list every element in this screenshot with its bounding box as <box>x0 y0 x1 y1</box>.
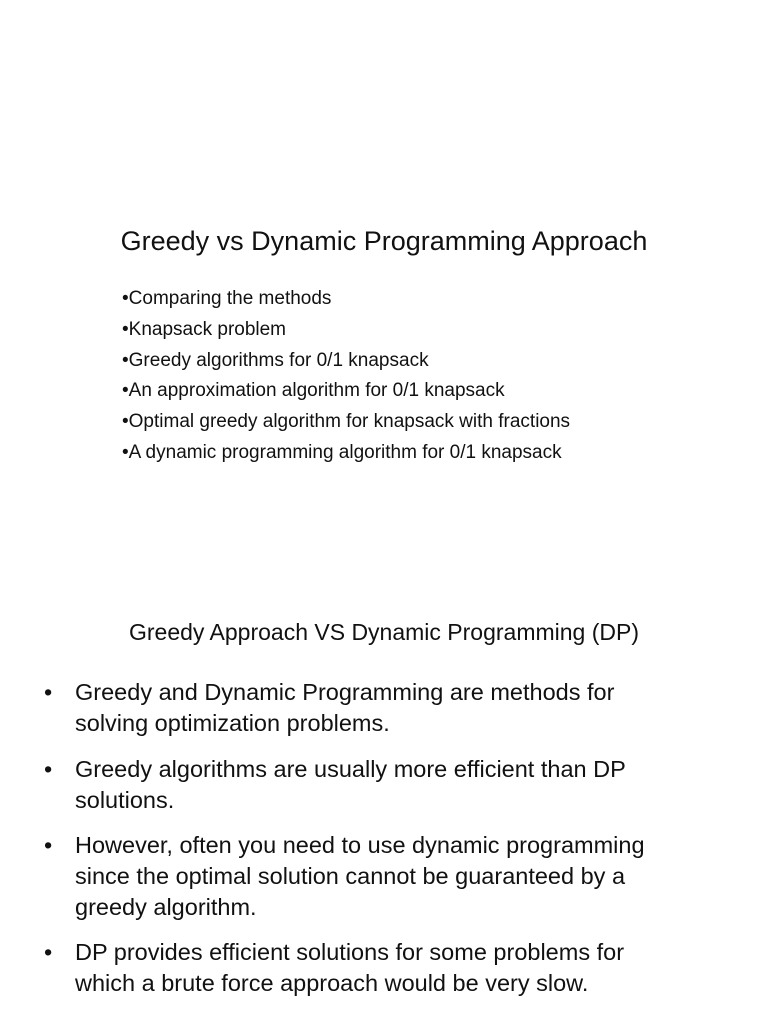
topic-item: •A dynamic programming algorithm for 0/1 knapsack <box>122 441 562 463</box>
topic-item: •Optimal greedy algorithm for knapsack with fractions <box>122 411 571 433</box>
bullet-text: Greedy algorithms are usually more efficient than DP solutions. <box>75 756 626 813</box>
bullet-dot: • <box>44 756 53 782</box>
topic-item: •Comparing the methods <box>122 288 332 309</box>
bullet-text: DP provides efficient solutions for some problems for which a brute force approach would be very slow. <box>75 939 625 996</box>
topic-item: •Greedy algorithms for 0/1 knapsack <box>122 349 429 371</box>
topic-list <box>122 286 570 471</box>
bullet-dot: • <box>44 679 53 705</box>
topic-item: •Knapsack problem <box>122 318 287 340</box>
slide-title: Greedy vs Dynamic Programming Approach <box>120 226 648 256</box>
bullet-dot: • <box>44 939 53 965</box>
bullet-text: However, often you need to use dynamic programming since the optimal solution cannot be guaranteed by a greedy algorithm. <box>75 832 645 920</box>
slide-title: Greedy Approach VS Dynamic Programming (DP) <box>128 619 640 645</box>
bullet-dot: • <box>44 832 53 858</box>
bullet-text: Greedy and Dynamic Programming are methods for solving optimization problems. <box>75 679 615 736</box>
topic-item: •An approximation algorithm for 0/1 knapsack <box>122 380 505 402</box>
